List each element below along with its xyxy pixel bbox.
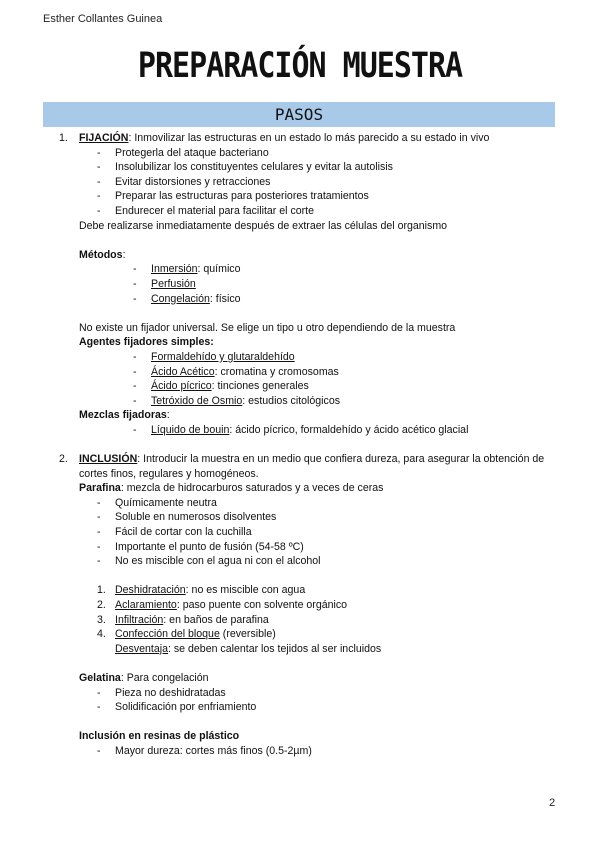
list-item: - Pieza no deshidratadas: [97, 686, 226, 699]
bullet-dash: -: [97, 555, 101, 568]
bullet-dash: -: [97, 526, 101, 539]
fijacion-intro: : Inmovilizar las estructuras en un estado lo más parecido a su estado in vivo: [128, 132, 490, 144]
list-number: 1.: [59, 132, 68, 144]
list-item: - Mayor dureza: cortes más finos (0.5-2µm): [97, 744, 312, 757]
no-universal-note: No existe un fijador universal. Se elige un tipo u otro dependiendo de la muestra: [79, 321, 456, 334]
bullet-dash: -: [97, 146, 101, 159]
list-item: - Fácil de cortar con la cuchilla: [97, 526, 252, 539]
parafina-heading: Parafina: mezcla de hidrocarburos saturados y a veces de ceras: [79, 482, 384, 495]
bullet-dash: -: [97, 161, 101, 174]
bullet-dash: -: [97, 496, 101, 509]
bullet-dash: -: [97, 511, 101, 524]
bullet-dash: -: [133, 423, 137, 436]
list-item: - Tetróxido de Osmio: estudios citológicos: [133, 394, 341, 407]
step-item: 2. Aclaramiento: paso puente con solvente orgánico: [97, 599, 348, 611]
list-item: [0, 189, 600, 204]
mix-heading: Mezclas fijadoras:: [79, 409, 170, 422]
inclusion-intro: : Introducir la muestra en un medio que confiera dureza, para asegurar la obtención de cortes finos, regulares y homogéneos.: [79, 453, 545, 480]
list-item-text: Protegerla del ataque bacteriano: [115, 146, 269, 159]
inclusion-heading: INCLUSIÓN: [79, 453, 138, 466]
fijacion-heading: FIJACIÓN: [79, 132, 129, 144]
list-item: [0, 160, 600, 175]
list-item-text: Evitar distorsiones y retracciones: [115, 175, 271, 188]
list-number: 2.: [59, 453, 68, 466]
bullet-dash: -: [97, 204, 101, 217]
step-item: 3. Infiltración: en baños de parafina: [97, 613, 269, 626]
bullet-dash: -: [97, 540, 101, 553]
bullet-dash: -: [133, 365, 137, 378]
list-item: - Solidificación por enfriamiento: [97, 701, 257, 714]
document-body: [0, 131, 600, 759]
gelatina-heading: Gelatina: Para congelación: [79, 671, 209, 684]
list-item: - Perfusión: [133, 277, 196, 290]
list-item: - Formaldehído y glutaraldehído: [133, 350, 295, 363]
list-item: - Ácido Acético: cromatina y cromosomas: [133, 365, 339, 378]
simple-agents-heading: Agentes fijadores simples:: [79, 336, 214, 349]
fijacion-heading-row: [0, 131, 600, 146]
bullet-dash: -: [97, 701, 101, 714]
bullet-dash: -: [133, 350, 137, 363]
bullet-dash: -: [133, 292, 137, 305]
list-item-text: Insolubilizar los constituyentes celulares y evitar la autolisis: [115, 161, 393, 174]
page-title: PREPARACIÓN MUESTRA: [137, 46, 463, 87]
bullet-dash: -: [97, 744, 101, 757]
resinas-heading: Inclusión en resinas de plástico: [79, 730, 240, 743]
list-item: - Inmersión: químico: [133, 263, 241, 276]
step-item: 4. Confección del bloque (reversible): [97, 628, 276, 641]
bullet-dash: -: [133, 380, 137, 393]
list-item: [0, 175, 600, 190]
list-item: - Químicamente neutra: [97, 496, 217, 509]
list-item: [0, 146, 600, 161]
list-item-text: Endurecer el material para facilitar el corte: [115, 204, 315, 217]
bullet-dash: -: [133, 394, 137, 407]
inclusion-heading-row: [0, 452, 600, 481]
bullet-dash: -: [133, 263, 137, 276]
bullet-dash: -: [133, 277, 137, 290]
list-item-text: Preparar las estructuras para posteriores tratamientos: [115, 190, 369, 203]
page-number: 2: [549, 797, 556, 809]
author-name: Esther Collantes Guinea: [43, 13, 163, 25]
list-item: - Congelación: físico: [133, 292, 241, 305]
list-item: - No es miscible con el agua ni con el alcohol: [97, 555, 321, 568]
section-band-label: PASOS: [274, 105, 324, 124]
methods-heading: Métodos:: [79, 248, 126, 261]
list-item: - Ácido pícrico: tinciones generales: [133, 380, 309, 393]
bullet-dash: -: [97, 686, 101, 699]
list-item: [0, 204, 600, 219]
disadvantage-note: Desventaja: se deben calentar los tejidos al ser incluidos: [115, 642, 382, 655]
list-item: - Soluble en numerosos disolventes: [97, 511, 277, 524]
fijacion-note: Debe realizarse inmediatamente después de extraer las células del organismo: [79, 219, 448, 232]
list-item: - Líquido de bouin: ácido pícrico, formaldehído y ácido acético glacial: [133, 423, 469, 436]
bullet-dash: -: [97, 190, 101, 203]
step-item: 1. Deshidratación: no es miscible con agua: [97, 584, 306, 597]
list-item: - Importante el punto de fusión (54-58 ºC): [97, 540, 304, 553]
section-band: [43, 102, 555, 127]
bullet-dash: -: [97, 175, 101, 188]
